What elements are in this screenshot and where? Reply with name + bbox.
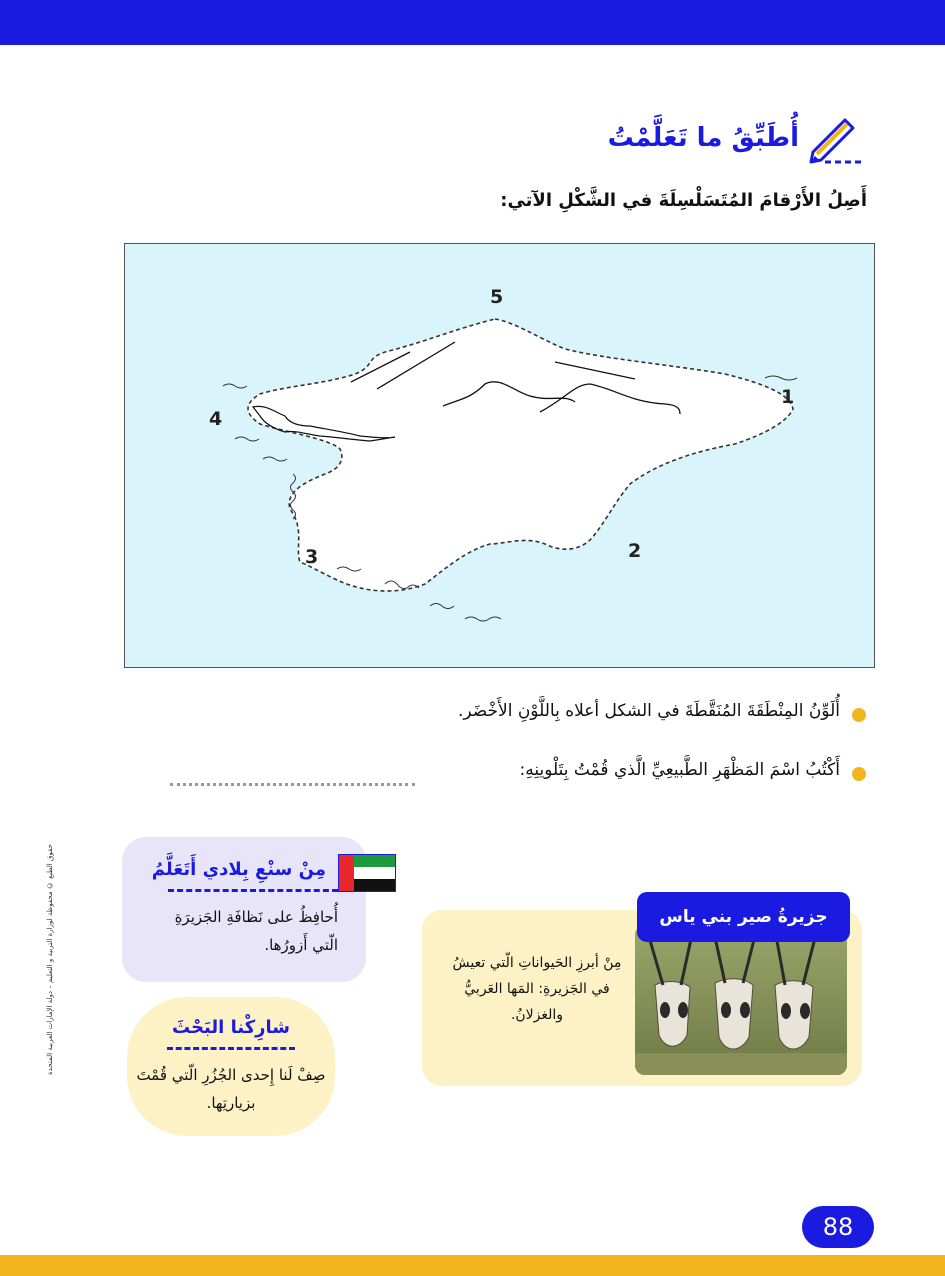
- title-underline: [168, 889, 338, 892]
- bullet-dot-icon: [852, 767, 866, 781]
- figure-label: 4: [209, 408, 223, 430]
- bullet-dot-icon: [852, 708, 866, 722]
- figure-label: 3: [305, 546, 319, 568]
- bottom-bar: [0, 1255, 945, 1276]
- oryx-illustration: [635, 925, 847, 1075]
- figure-label: 5: [490, 286, 504, 308]
- page-number: 88: [802, 1206, 874, 1248]
- figure-label: 2: [628, 540, 642, 562]
- learn-card: [122, 837, 366, 982]
- bullet-item: [520, 760, 840, 780]
- oryx-photo: [635, 925, 847, 1075]
- share-card: [127, 997, 335, 1136]
- bullet-text: أَكْتُبُ اسْمَ المَظْهَرِ الطَّبيعِيِّ الَّذي قُمْتُ بِتَلْوينِهِ:: [519, 760, 840, 780]
- section-title: أُطَبِّقُ ما تَعَلَّمْتُ: [607, 123, 799, 153]
- uae-flag-icon: [338, 854, 396, 892]
- instruction-text: أَصِلُ الأَرْقامَ المُتَسَلْسِلَةَ في الشَّكْلِ الآتي:: [500, 190, 867, 211]
- share-card-body: صِفْ لَنا إِحدى الجُزُرِ الّتي قُمْتَ بزيارتِها.: [136, 1066, 326, 1112]
- learn-card-body: أُحافِظُ على نَظافَةِ الجَزيرَةِ الّتي أَزورُها.: [174, 908, 338, 954]
- answer-line[interactable]: [170, 783, 415, 786]
- bullet-item: [458, 701, 840, 721]
- island-name-label: جزيرةُ صير بني ياس: [637, 892, 850, 942]
- learn-card-title: مِنْ سنْعِ بِلادي أَتَعَلَّمُ: [151, 859, 326, 880]
- bullet-text: أُلَوِّنُ المِنْطَقَةَ المُنَقَّطَةَ في الشكل أعلاه بِاللَّوْنِ الأَخْضَر.: [457, 701, 840, 721]
- title-underline: [167, 1047, 295, 1050]
- copyright-text: حقوق الطبع © محفوظة لوزارة التربية و التعليم – دولة الإمارات العربية المتحدة: [46, 844, 54, 1075]
- figure-label: 1: [781, 386, 795, 408]
- section-header: [608, 112, 863, 164]
- top-bar: [0, 0, 945, 45]
- share-card-title: شارِكْنا البَحْثَ: [172, 1017, 290, 1038]
- island-figure: [124, 243, 875, 668]
- pencil-icon: [805, 112, 863, 164]
- island-card-body: مِنْ أبرزِ الحَيواناتِ الّتي تعيشُ في الجَزيرةِ: المَها العَربيُّ والغزلانُ.: [452, 955, 622, 1023]
- island-dotted-region: [248, 319, 793, 591]
